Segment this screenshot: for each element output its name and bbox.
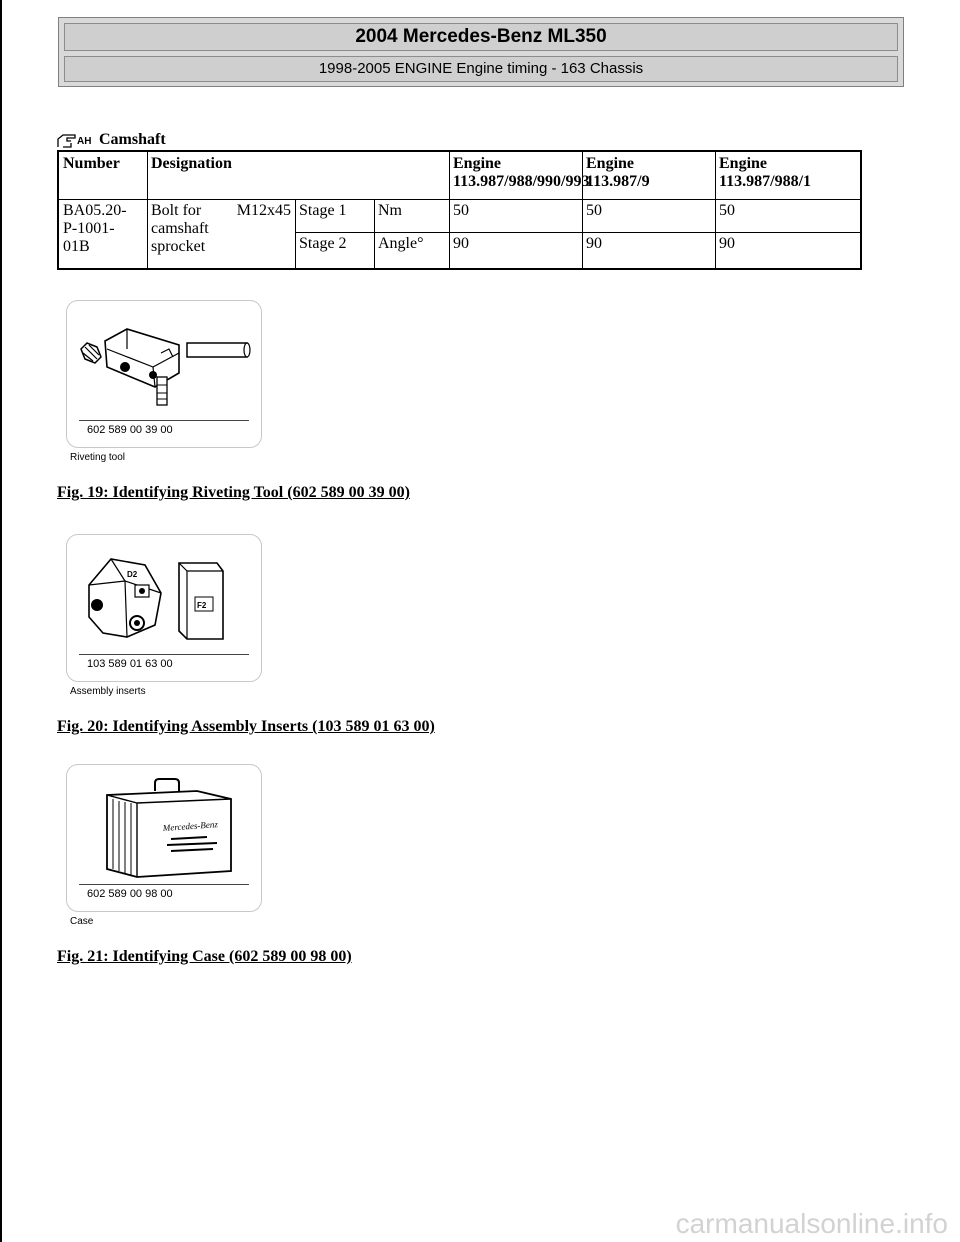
figure-caption: Fig. 21: Identifying Case (602 589 00 98 00) bbox=[57, 948, 352, 965]
figure-label: Case bbox=[70, 916, 94, 927]
riveting-tool-image bbox=[67, 301, 261, 421]
case-image bbox=[67, 765, 261, 885]
insert-mark-text: F2 bbox=[197, 601, 207, 610]
section-subtitle: 1998-2005 ENGINE Engine timing - 163 Chassis bbox=[64, 56, 898, 82]
figure-label: Assembly inserts bbox=[70, 686, 146, 697]
cell-unit-1: Nm bbox=[378, 202, 402, 219]
figure-assembly-inserts bbox=[66, 534, 262, 682]
pointing-hand-icon bbox=[57, 132, 97, 148]
vehicle-title: 2004 Mercedes-Benz ML350 bbox=[64, 23, 898, 51]
column-header-engine-2: Engine 113.987/9 bbox=[586, 155, 650, 190]
figure-caption: Fig. 20: Identifying Assembly Inserts (103 589 01 63 00) bbox=[57, 718, 435, 735]
figure-part-number: 103 589 01 63 00 bbox=[79, 654, 249, 673]
cell-value: 90 bbox=[453, 235, 469, 252]
cell-number: BA05.20- P-1001- 01B bbox=[63, 202, 127, 255]
column-header-designation: Designation bbox=[151, 155, 232, 172]
icon-code-text: AH bbox=[77, 136, 92, 147]
column-header-engine-1: Engine 113.987/988/990/993 bbox=[453, 155, 590, 190]
page-left-border bbox=[0, 0, 2, 1242]
insert-mark-text: D2 bbox=[127, 570, 138, 579]
figure-part-number: 602 589 00 98 00 bbox=[79, 884, 249, 903]
cell-stage-2: Stage 2 bbox=[299, 235, 347, 252]
torque-spec-table-grid bbox=[57, 150, 862, 270]
column-header-engine-3: Engine 113.987/988/1 bbox=[719, 155, 812, 190]
figure-caption: Fig. 19: Identifying Riveting Tool (602 589 00 39 00) bbox=[57, 484, 410, 501]
cell-value: 50 bbox=[586, 202, 602, 219]
case-brand-text: Mercedes-Benz bbox=[162, 819, 219, 833]
document-header bbox=[58, 17, 904, 87]
figure-case bbox=[66, 764, 262, 912]
column-header-number: Number bbox=[63, 155, 120, 172]
cell-value: 50 bbox=[719, 202, 735, 219]
cell-unit-2: Angle° bbox=[378, 235, 424, 252]
cell-value: 90 bbox=[586, 235, 602, 252]
figure-label: Riveting tool bbox=[70, 452, 126, 463]
figure-riveting-tool bbox=[66, 300, 262, 448]
cell-designation: Bolt for M12x45 camshaft sprocket bbox=[151, 202, 291, 255]
assembly-inserts-image bbox=[67, 535, 261, 655]
figure-part-number: 602 589 00 39 00 bbox=[79, 420, 249, 439]
cell-value: 50 bbox=[453, 202, 469, 219]
cell-value: 90 bbox=[719, 235, 735, 252]
section-title: Camshaft bbox=[99, 131, 166, 148]
section-heading bbox=[57, 131, 166, 149]
cell-stage-1: Stage 1 bbox=[299, 202, 347, 219]
site-watermark: carmanualsonline.info bbox=[675, 1208, 948, 1239]
